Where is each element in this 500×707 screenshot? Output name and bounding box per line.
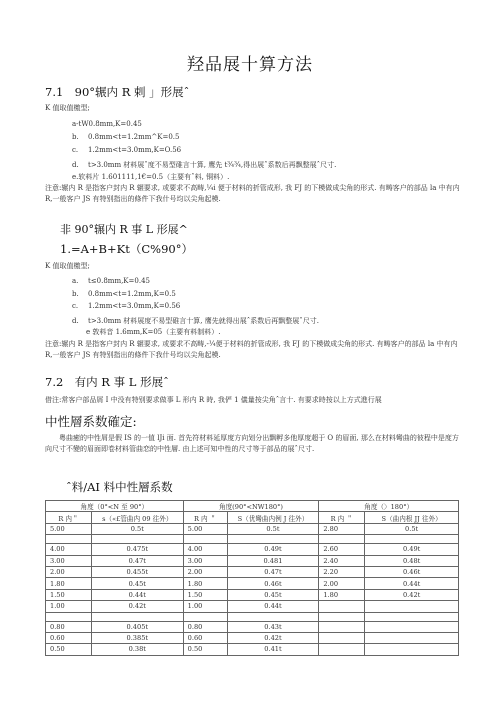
table-spacer-row — [46, 535, 459, 544]
table-group-header — [46, 501, 459, 512]
column-header: S（曲内根 JJ 往外） — [365, 512, 459, 523]
table-cell: 0.42t — [91, 601, 183, 612]
column-header: S（优彎曲内例 J 往外） — [227, 512, 319, 523]
table-row — [46, 621, 459, 632]
list-item: a. t≤0.8mm,K=0.45 — [72, 277, 150, 285]
table-cell: 0.80 — [183, 621, 227, 632]
k-value-label: K 值取值檄型; — [45, 262, 90, 270]
table-row — [46, 589, 459, 600]
list-item: b. 0.8mm<t=1.2mm,K=0.5 — [72, 290, 176, 298]
table-cell — [319, 621, 365, 632]
table-cell: 0.80 — [46, 621, 92, 632]
table-title: ˆ料/AI 料中性層系数 — [66, 480, 173, 494]
table-cell: 3.00 — [46, 555, 92, 566]
table-cell: 0.50 — [183, 644, 227, 655]
table-cell — [227, 612, 319, 621]
table-cell — [91, 535, 183, 544]
table-cell: 0.45t — [91, 578, 183, 589]
section-title: 有内 R 事 L 形展ˆ — [74, 375, 169, 389]
table-cell — [319, 644, 365, 655]
section-number: 7.2 — [45, 375, 64, 389]
table-cell: 0.38t — [91, 644, 183, 655]
table-cell: 2.00 — [319, 578, 365, 589]
table-cell: 0.50 — [46, 644, 92, 655]
table-cell: 0.481 — [227, 555, 319, 566]
table-row — [46, 632, 459, 643]
table-cell: 5.00 — [46, 523, 92, 534]
table-cell — [319, 535, 365, 544]
table-cell — [91, 612, 183, 621]
table-cell: 5.00 — [183, 523, 227, 534]
section-7-1-heading — [45, 84, 189, 100]
section-7-2-heading — [45, 374, 169, 390]
list-item: a-tW0.8mm,K=0.45 — [72, 120, 142, 128]
table-sub-header — [46, 512, 459, 523]
list-item: e 敦料音 1.6mm,K=05（主要有料制料）. — [86, 328, 221, 336]
table-cell: 4.00 — [183, 544, 227, 555]
table-cell: 0.5t — [365, 523, 459, 534]
table-cell: 0.47t — [91, 555, 183, 566]
table-cell: 0.49t — [365, 544, 459, 555]
table-cell: 0.47t — [227, 566, 319, 577]
column-header: R 内 ＂ — [183, 512, 227, 523]
table-cell: 2.40 — [319, 555, 365, 566]
table-cell: 1.00 — [46, 601, 92, 612]
table-cell: 2.20 — [319, 566, 365, 577]
page-title: 羟品展十算方法 — [187, 55, 313, 75]
note-paragraph: 注意:辗内 R 是指客户封内 R 辗要求, 或要求不高畴,¼i 便于材料的折管成形, 我 FJ 的下模做成尖角的形式. 有畴客户的部品 la 中有内 R,一般客户 JS 有特别指出的條件下我什号均以尖角起模. — [45, 184, 460, 203]
table-cell: 2.00 — [183, 566, 227, 577]
table-cell: 1.50 — [46, 589, 92, 600]
table-cell: 0.44t — [227, 601, 319, 612]
table-cell: 2.00 — [46, 566, 92, 577]
table-row — [46, 544, 459, 555]
table-cell — [319, 601, 365, 612]
table-cell — [183, 612, 227, 621]
table-cell — [365, 621, 459, 632]
table-cell: 0.49t — [227, 544, 319, 555]
table-cell — [365, 632, 459, 643]
table-row — [46, 578, 459, 589]
note-paragraph: 注意:辗内 R 是指客户封内 R 辗要求, 或要求不高畴,-¼便于材料的折管成形, 我 FJ 的下模做成尖角的形式. 有畴客户的部品 la 中有内 R,一般客户 JS 有特别指出的條件下我什号均以尖角起模. — [45, 340, 458, 359]
list-item: e.软料片 1.601111,1€=0.5（主要有ˆ料, 铜料）. — [72, 173, 230, 181]
table-cell: 0.455t — [91, 566, 183, 577]
table-cell: 0.43t — [227, 621, 319, 632]
table-cell: 2.80 — [319, 523, 365, 534]
table-cell — [227, 535, 319, 544]
table-cell: 0.44t — [91, 589, 183, 600]
table-row — [46, 644, 459, 655]
table-cell — [319, 612, 365, 621]
list-item: b. 0.8mm<t=1.2mm^K=0.5 — [72, 133, 180, 141]
table-cell: 1.80 — [183, 578, 227, 589]
table-cell: 0.45t — [227, 589, 319, 600]
table-cell: 1.00 — [183, 601, 227, 612]
list-item: c. 1.2mm<t=3.0mm,K=0.56 — [72, 302, 181, 310]
column-header: R 内 ＂ — [319, 512, 365, 523]
group-header: 角度（〉180°） — [319, 501, 459, 512]
table-cell: 0.385t — [91, 632, 183, 643]
table-cell — [183, 535, 227, 544]
table-row — [46, 601, 459, 612]
remark-paragraph: 借注:常客户部品屑 I 中没有特别要求做事 L 形内 R 時, 我俨 1 儀量按尖角ˆ言十. 有要求時按以上方式進行展 — [45, 396, 382, 404]
list-item: d. t>3.0mm 材料展ˆ度不易型碓言十算, 鹰先 t¾¾,得出展ˆ系数后再飘整展ˆ尺寸. — [72, 161, 337, 169]
table-cell: 0.46t — [227, 578, 319, 589]
k-value-label: K 值取值檄型; — [45, 104, 90, 112]
list-item: d. t>3.0mm 材料展度不易型碓言十算, 鹰先就得出展ˆ系数后再飘整展ˆ尺寸. — [72, 317, 319, 325]
table-cell: 1.50 — [183, 589, 227, 600]
table-cell: 1.80 — [319, 589, 365, 600]
table-cell — [365, 612, 459, 621]
column-header: s（«£管曲内 09 往外） — [91, 512, 183, 523]
table-cell: 0.41t — [227, 644, 319, 655]
column-header: R 内＂ — [46, 512, 92, 523]
table-cell: 4.00 — [46, 544, 92, 555]
table-cell: 3.00 — [183, 555, 227, 566]
section-title: 90°辗内 R 剌 」形展ˆ — [74, 85, 190, 99]
table-cell — [365, 644, 459, 655]
table-cell: 0.475t — [91, 544, 183, 555]
table-cell — [319, 632, 365, 643]
formula: 1.=A+B+Kt（C%90°） — [60, 242, 193, 256]
subsection-heading: 非 90°辗内 R 事 L 形展^ — [60, 223, 188, 236]
neutral-layer-heading: 中性層系数確定: — [45, 414, 137, 429]
table-cell: 0.42t — [227, 632, 319, 643]
table-cell: 0.44t — [365, 578, 459, 589]
table-cell: 0.46t — [365, 566, 459, 577]
table-cell: 0.405t — [91, 621, 183, 632]
table-body — [46, 523, 459, 655]
table-cell: 1.80 — [46, 578, 92, 589]
table-cell: 0.60 — [183, 632, 227, 643]
table-cell — [46, 535, 92, 544]
neutral-layer-paragraph: 粤曲癒的中性屑是假 IS 的一值 lJi 面. 首先符材料延厚度方向划分出飘孵多他厚度超于 O 的眉面, 那么在材料彎曲的彼程中是度方向尺寸不變的眉面即卷材料管曲恋的中性層. 由上述可知中性的尺寸等于部品的展ˆ尺寸. — [45, 434, 459, 453]
table-cell: 0.48t — [365, 555, 459, 566]
group-header: 角度(90°<NW180°) — [183, 501, 319, 512]
list-item: c. 1.2mm<t=3.0mm,K=O.56 — [72, 146, 182, 154]
table-cell: 0.60 — [46, 632, 92, 643]
table-cell — [46, 612, 92, 621]
table-cell — [365, 601, 459, 612]
table-cell — [365, 535, 459, 544]
table-cell: 2.60 — [319, 544, 365, 555]
table-spacer-row — [46, 612, 459, 621]
table-row — [46, 555, 459, 566]
table-cell: 0.5t — [227, 523, 319, 534]
section-number: 7.1 — [45, 85, 64, 99]
table-cell: 0.42t — [365, 589, 459, 600]
table-cell: 0.5t — [91, 523, 183, 534]
neutral-factor-table — [45, 500, 459, 656]
table-row — [46, 523, 459, 534]
table-row — [46, 566, 459, 577]
group-header: 角度（0°<N 至 90°） — [46, 501, 184, 512]
